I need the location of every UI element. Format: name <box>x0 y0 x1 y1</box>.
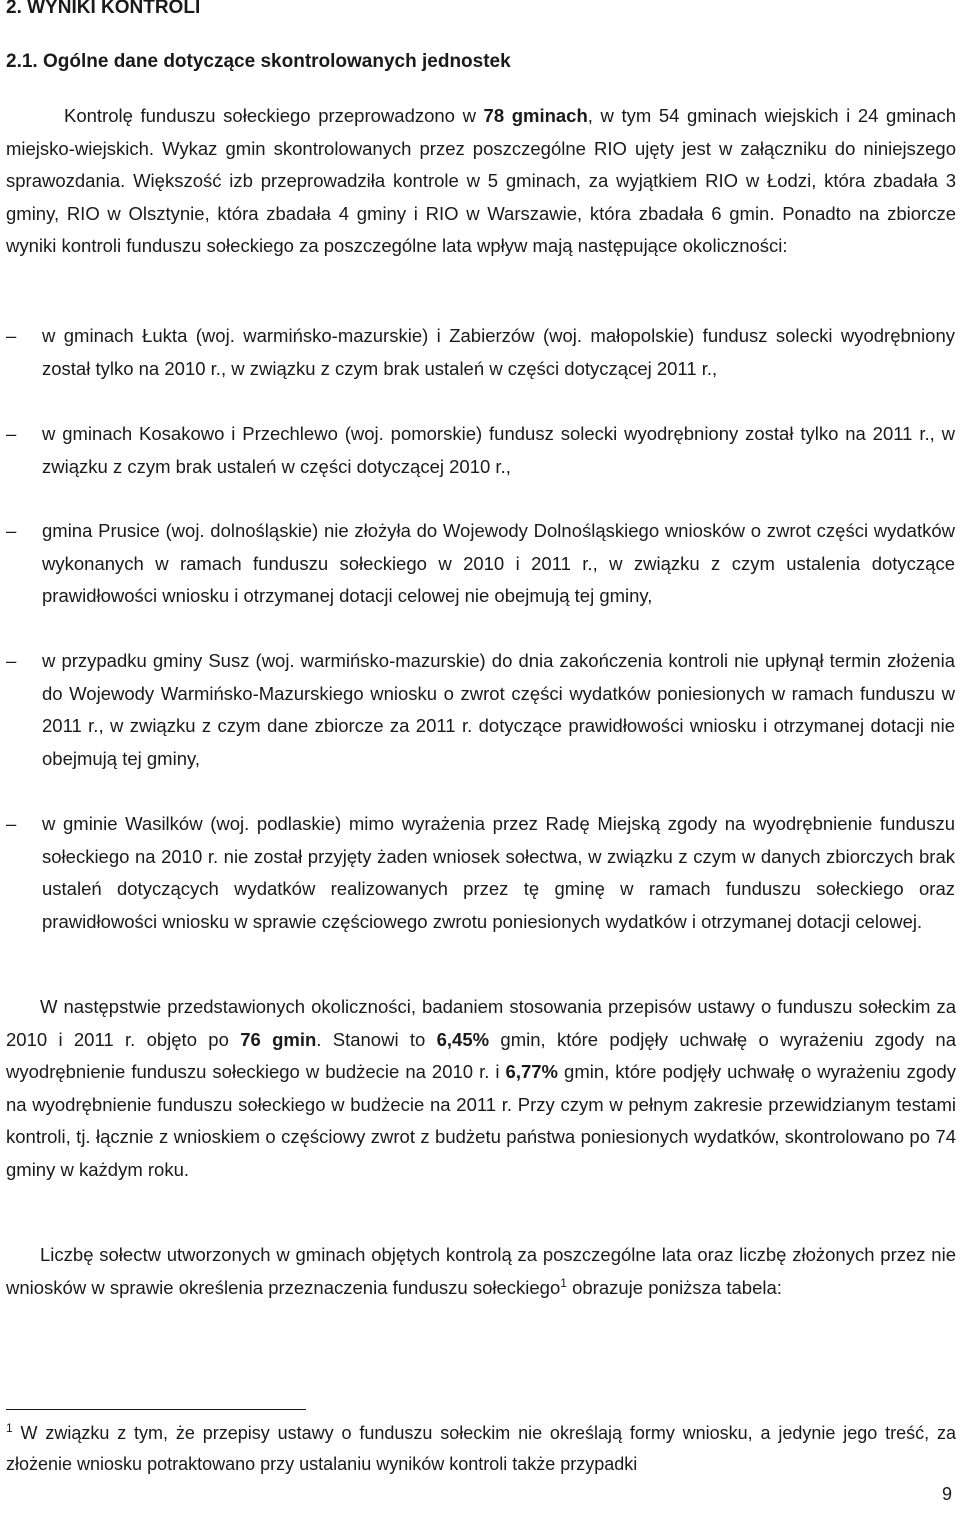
summary-text-c: . Stanowi to <box>316 1028 437 1050</box>
page-number: 9 <box>941 1484 952 1504</box>
footnote-separator <box>6 1409 306 1410</box>
intro-bold-count: 78 gminach <box>483 105 588 126</box>
footnote-text: W związku z tym, że przepisy ustawy o funduszu sołeckim nie określają formy wniosku, a jedynie jego treść, za złożenie wniosku potraktowano przy ustalaniu wyników kontroli także przypadki <box>6 1423 956 1474</box>
bullet-text-5: w gminie Wasilków (woj. podlaskie) mimo wyrażenia przez Radę Miejską zgody na wyodrębnienie funduszu sołeckiego na 2010 r. nie został przyjęty żaden wniosek sołectwa, w związku z czym w danych zbiorczych brak ustaleń dotyczących wydatków realizowanych przez tę gminę w ramach funduszu sołeckiego oraz prawidłowości wniosku w sprawie częściowego zwrotu poniesionych wydatków i otrzymanej dotacji celowej. <box>42 813 955 932</box>
section-heading: 2. WYNIKI KONTROLI <box>6 0 201 18</box>
dash-icon: – <box>6 423 17 444</box>
summary-bold-2011-percent: 6,77% <box>505 1061 559 1082</box>
summary-text-g: gmin, które podjęły uchwałę o wyrażeniu zgody na wyodrębnienie funduszu sołeckiego w budżecie na 2011 r. Przy czym w pełnym zakresie przewidzianym testami kontroli, tj. łącznie z wnioskiem o częściowy zwrot z budżetu państwa poniesionych wydatków, skontrolowano po 74 gminy w każdym roku. <box>6 1061 956 1180</box>
bullet-text-3: gmina Prusice (woj. dolnośląskie) nie złożyła do Wojewody Dolnośląskiego wniosków o zwrot części wydatków wykonanych w ramach funduszu sołeckiego w 2010 i 2011 r., w związku z czym ustalenia dotyczące prawidłowości wniosku i otrzymanej dotacji celowej nie obejmują tej gminy, <box>42 520 955 606</box>
summary-bold-gminy: 76 gmin <box>240 1028 317 1050</box>
bullet-text-4: w przypadku gminy Susz (woj. warmińsko-mazurskie) do dnia zakończenia kontroli nie upłynął termin złożenia do Wojewody Warmińsko-Mazurskiego wniosku o zwrot części wydatków poniesionych w ramach funduszu w 2011 r., w związku z czym dane zbiorcze za 2011 r. dotyczące prawidłowości wniosku i otrzymanej dotacji nie obejmują tej gminy, <box>42 650 955 769</box>
intro-text-start: Kontrolę funduszu sołeckiego przeprowadzono w <box>64 105 484 126</box>
table-intro-text: Liczbę sołectw utworzonych w gminach objętych kontrolą za poszczególne lata oraz liczbę złożonych przez nie wniosków w sprawie określenia przeznaczenia funduszu sołeckiego <box>6 1244 956 1298</box>
dash-icon: – <box>6 650 17 671</box>
summary-bold-2010-percent: 6,45% <box>436 1028 490 1050</box>
subsection-heading: 2.1. Ogólne dane dotyczące skontrolowanych jednostek <box>6 51 511 72</box>
intro-paragraph <box>6 100 956 263</box>
summary-text-e: gmin, które podjęły uchwałę o wyrażeniu zgody na wyodrębnienie funduszu sołeckiego w budżecie na 2010 r. i <box>6 1028 956 1082</box>
bullet-text-2: w gminach Kosakowo i Przechlewo (woj. pomorskie) fundusz solecki wyodrębniony został tylko na 2011 r., w związku z czym brak ustaleń w części dotyczącej 2010 r., <box>42 423 955 477</box>
footnote <box>6 1418 956 1480</box>
dash-icon: – <box>6 325 17 346</box>
summary-paragraph <box>6 991 956 1186</box>
footnote-reference[interactable]: 1 <box>560 1275 567 1290</box>
table-intro-text-end: obrazuje poniższa tabela: <box>566 1276 782 1298</box>
bullet-text-1: w gminach Łukta (woj. warmińsko-mazurskie) i Zabierzów (woj. małopolskie) fundusz solecki wyodrębniony został tylko na 2010 r., w związku z czym brak ustaleń w części dotyczącej 2011 r., <box>42 325 955 379</box>
intro-text-rest: , w tym 54 gminach wiejskich i 24 gminach miejsko-wiejskich. Wykaz gmin skontrolowanych przez poszczególne RIO ujęty jest w załączniku do niniejszego sprawozdania. Większość izb przeprowadziła kontrole w 5 gminach, za wyjątkiem RIO w Łodzi, która zbadała 3 gminy, RIO w Olsztynie, która zbadała 4 gminy i RIO w Warszawie, która zbadała 6 gmin. Ponadto na zbiorcze wyniki kontroli funduszu sołeckiego za poszczególne lata wpływ mają następujące okoliczności: <box>6 105 956 256</box>
footnote-marker: 1 <box>6 1421 13 1435</box>
dash-icon: – <box>6 520 17 541</box>
table-intro-paragraph <box>6 1239 956 1304</box>
dash-icon: – <box>6 813 17 834</box>
summary-text-a: W następstwie przedstawionych okoliczności, badaniem stosowania przepisów ustawy o funduszu sołeckim za 2010 i 2011 r. objęto po <box>6 996 956 1050</box>
